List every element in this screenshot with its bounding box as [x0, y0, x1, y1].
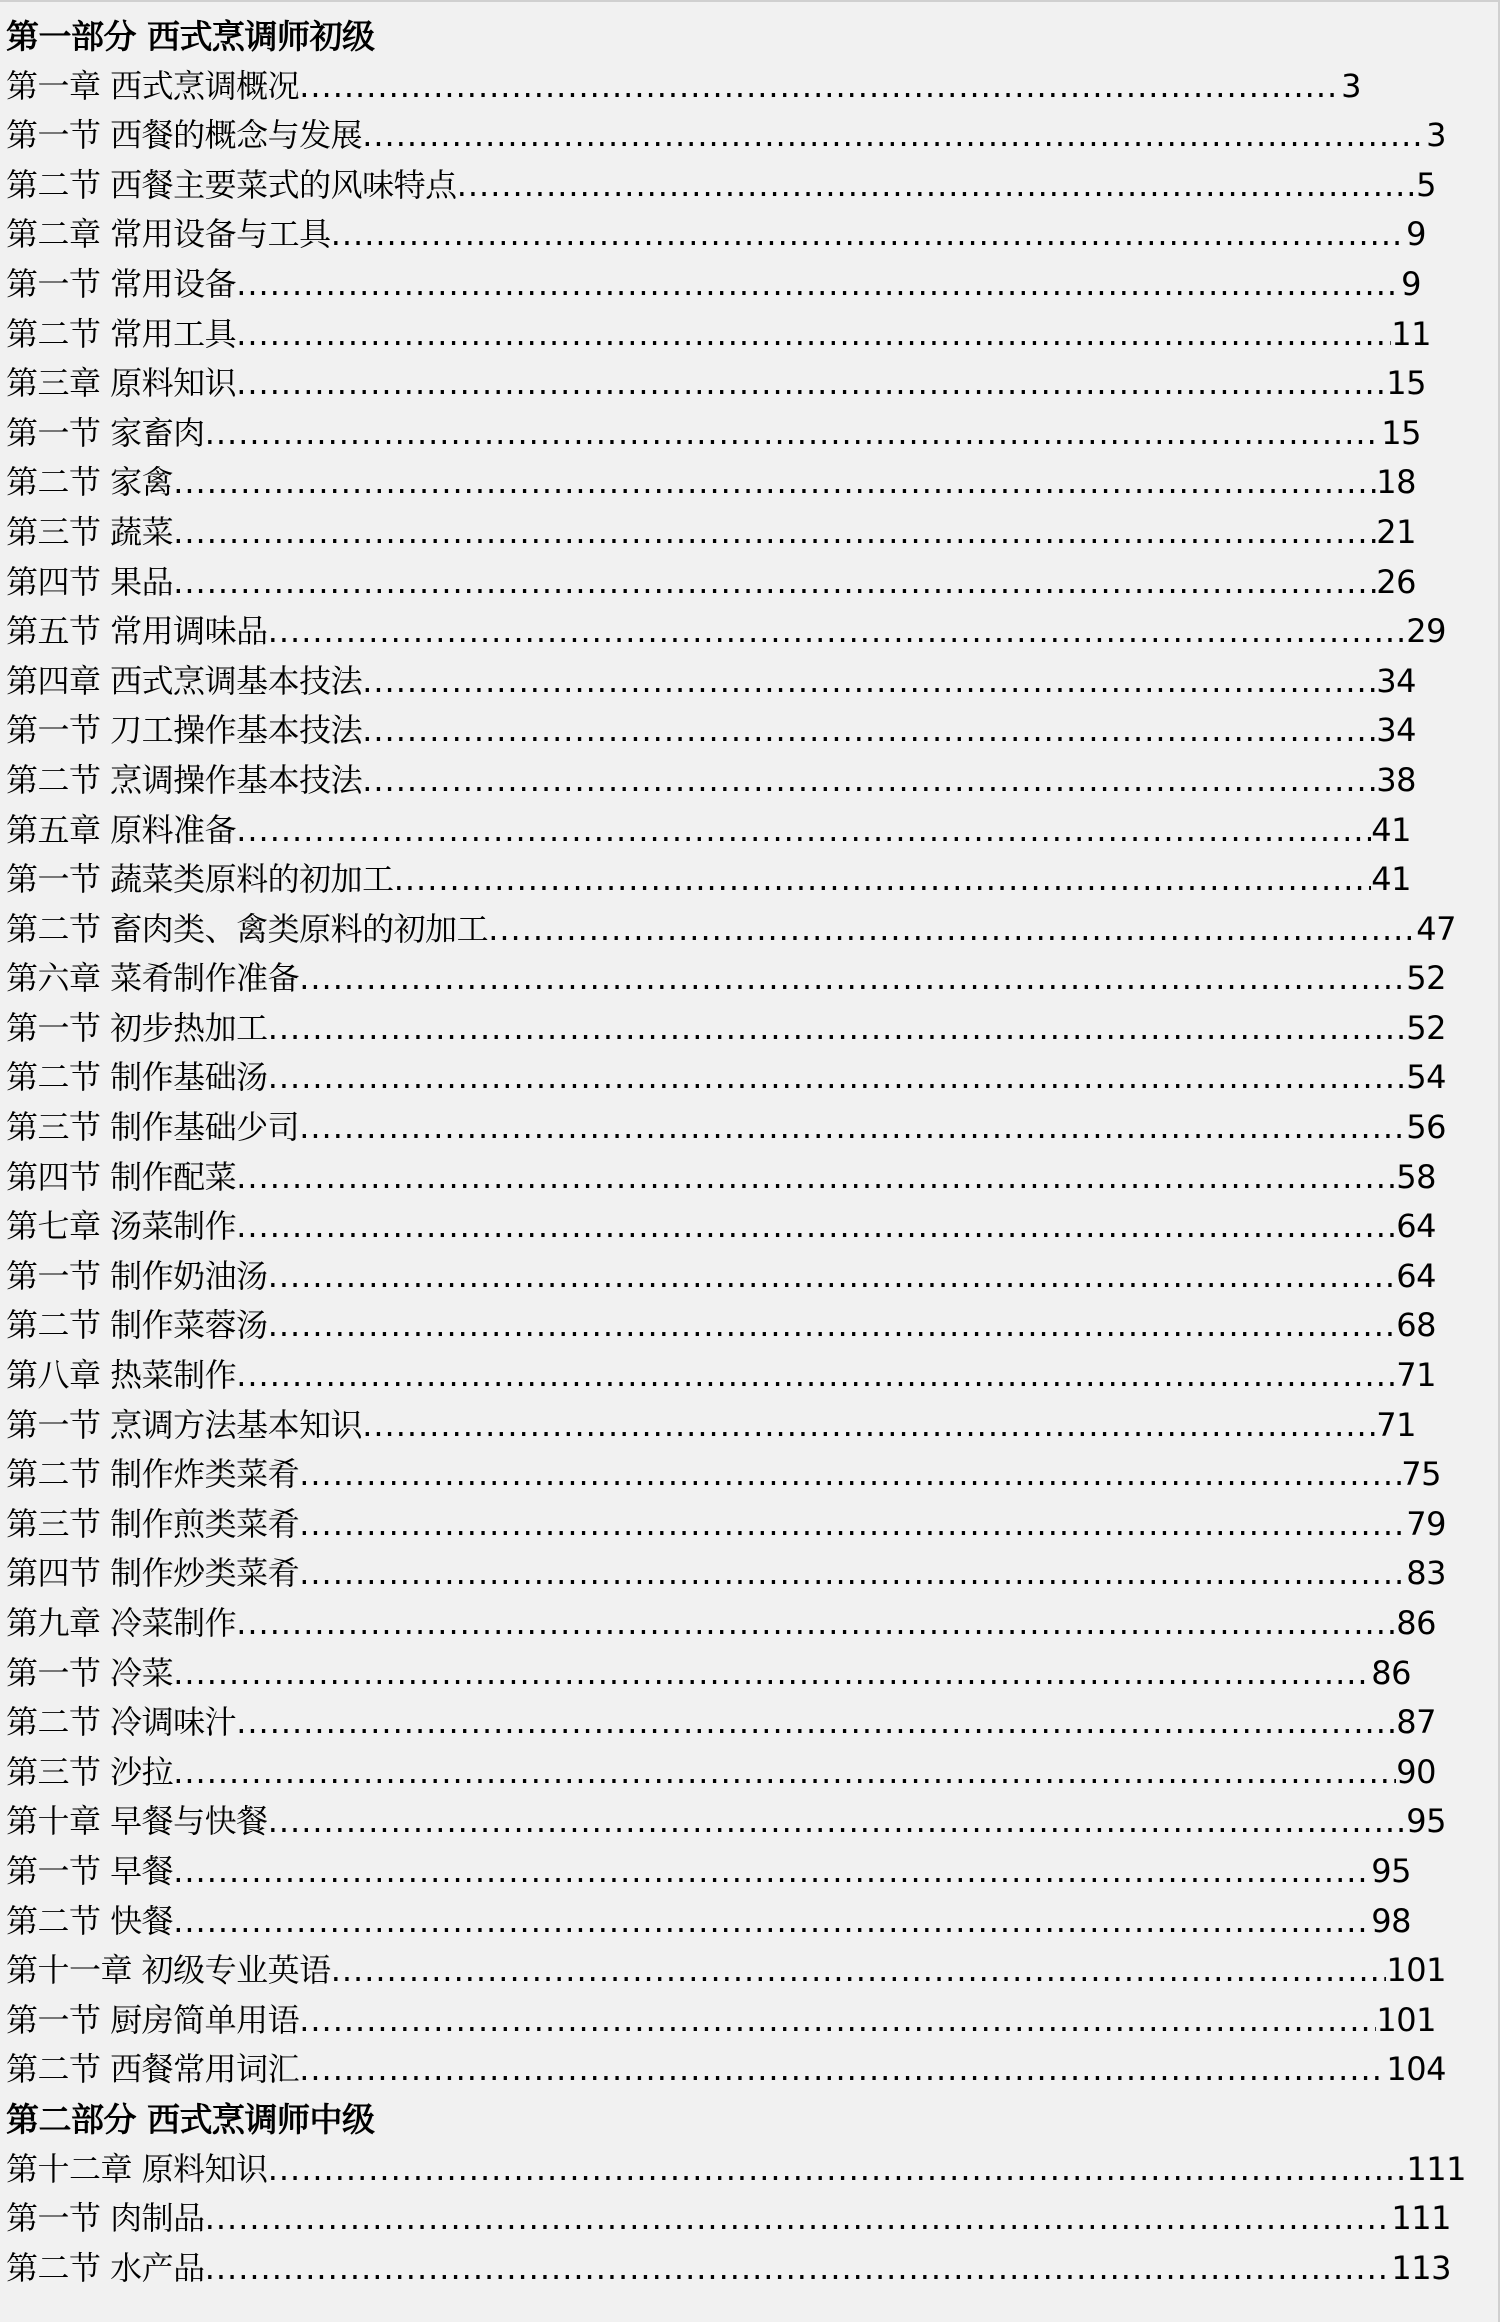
toc-chapter-entry	[6, 210, 1426, 260]
toc-page-number: 3	[1341, 66, 1361, 105]
toc-entry-title: 第四节 制作炒类菜肴	[6, 1554, 300, 1593]
toc-dot-leader	[236, 260, 1401, 310]
toc-page-number: 21	[1376, 512, 1416, 551]
toc-page-number: 101	[1386, 1951, 1446, 1990]
toc-section-entry	[6, 1103, 1446, 1153]
toc-section-entry	[6, 607, 1446, 657]
toc-entry-title: 第二节 畜肉类、禽类原料的初加工	[6, 909, 489, 948]
toc-entry-title: 第二节 西餐常用词汇	[6, 2050, 300, 2089]
toc-page-number: 9	[1401, 264, 1421, 303]
toc-page-number: 98	[1371, 1901, 1411, 1940]
toc-section-entry	[6, 1897, 1411, 1947]
toc-part-heading	[6, 12, 1456, 62]
toc-section-entry	[6, 2194, 1451, 2244]
toc-dot-leader	[173, 558, 1376, 608]
toc-page-number: 29	[1406, 612, 1446, 651]
toc-section-entry	[6, 1698, 1436, 1748]
toc-page-number: 11	[1391, 314, 1431, 353]
toc-page-number: 52	[1406, 959, 1446, 998]
toc-chapter-entry	[6, 1202, 1436, 1252]
toc-page-number: 34	[1376, 661, 1416, 700]
toc-section-entry	[6, 1500, 1446, 1550]
toc-dot-leader	[457, 161, 1416, 211]
toc-page-number: 58	[1396, 1157, 1436, 1196]
toc-dot-leader	[362, 706, 1376, 756]
toc-section-entry	[6, 1301, 1436, 1351]
toc-page-number: 5	[1416, 165, 1436, 204]
toc-page-number: 101	[1376, 2000, 1436, 2039]
toc-dot-leader	[268, 1252, 1397, 1302]
toc-dot-leader	[236, 1599, 1396, 1649]
toc-dot-leader	[236, 359, 1386, 409]
toc-dot-leader	[362, 657, 1376, 707]
toc-entry-title: 第二节 快餐	[6, 1901, 174, 1940]
toc-page-number: 56	[1406, 1108, 1446, 1147]
toc-page-number: 64	[1396, 1256, 1436, 1295]
toc-entry-title: 第三节 蔬菜	[6, 512, 174, 551]
toc-dot-leader	[173, 1649, 1371, 1699]
toc-entry-title: 第二节 制作菜蓉汤	[6, 1306, 268, 1345]
toc-entry-title: 第二节 家禽	[6, 463, 174, 502]
toc-page-number: 111	[1406, 2149, 1466, 2188]
toc-chapter-entry	[6, 2145, 1466, 2195]
toc-entry-title: 第二节 西餐主要菜式的风味特点	[6, 165, 457, 204]
toc-page-number: 54	[1406, 1058, 1446, 1097]
toc-page-number: 111	[1391, 2199, 1451, 2238]
toc-page-number: 71	[1376, 1405, 1416, 1444]
toc-dot-leader	[299, 2045, 1386, 2095]
toc-dot-leader	[268, 607, 1407, 657]
toc-dot-leader	[331, 210, 1406, 260]
toc-section-entry	[6, 1401, 1416, 1451]
toc-dot-leader	[268, 1797, 1407, 1847]
toc-entry-title: 第二章 常用设备与工具	[6, 215, 331, 254]
toc-dot-leader	[236, 1698, 1396, 1748]
toc-chapter-entry	[6, 806, 1411, 856]
toc-section-entry	[6, 1053, 1446, 1103]
toc-page-number: 86	[1371, 1653, 1411, 1692]
toc-section-entry	[6, 1252, 1436, 1302]
toc-entry-title: 第四节 制作配菜	[6, 1157, 237, 1196]
toc-dot-leader	[268, 1301, 1397, 1351]
toc-dot-leader	[299, 1450, 1401, 1500]
toc-section-entry	[6, 260, 1421, 310]
toc-dot-leader	[362, 756, 1376, 806]
toc-dot-leader	[331, 1946, 1387, 1996]
toc-entry-title: 第七章 汤菜制作	[6, 1207, 237, 1246]
toc-part-heading	[6, 2095, 1456, 2145]
toc-dot-leader	[362, 1401, 1376, 1451]
toc-page-number: 90	[1396, 1752, 1436, 1791]
toc-section-entry	[6, 1549, 1446, 1599]
toc-page-number: 41	[1371, 810, 1411, 849]
toc-entry-title: 第一节 制作奶油汤	[6, 1256, 268, 1295]
toc-dot-leader	[236, 1153, 1396, 1203]
toc-dot-leader	[236, 806, 1371, 856]
toc-dot-leader	[268, 1053, 1407, 1103]
toc-chapter-entry	[6, 1351, 1436, 1401]
toc-page-number: 47	[1416, 909, 1456, 948]
toc-chapter-entry	[6, 954, 1446, 1004]
toc-entry-title: 第一章 西式烹调概况	[6, 66, 300, 105]
toc-entry-title: 第一节 肉制品	[6, 2199, 205, 2238]
toc-entry-title: 第二节 制作炸类菜肴	[6, 1455, 300, 1494]
toc-section-entry	[6, 905, 1456, 955]
toc-page-number: 95	[1406, 1802, 1446, 1841]
toc-page-number: 104	[1386, 2050, 1446, 2089]
toc-chapter-entry	[6, 1946, 1446, 1996]
toc-entry-title: 第一节 蔬菜类原料的初加工	[6, 860, 394, 899]
toc-entry-title: 第一节 初步热加工	[6, 1008, 268, 1047]
toc-dot-leader	[205, 2244, 1392, 2294]
toc-section-entry	[6, 161, 1436, 211]
toc-dot-leader	[173, 1748, 1396, 1798]
toc-entry-title: 第一部分 西式烹调师初级	[6, 17, 375, 56]
toc-section-entry	[6, 1748, 1436, 1798]
toc-dot-leader	[236, 1351, 1396, 1401]
toc-page-number: 15	[1386, 364, 1426, 403]
toc-dot-leader	[362, 111, 1426, 161]
toc-chapter-entry	[6, 657, 1416, 707]
toc-section-entry	[6, 2244, 1451, 2294]
toc-section-entry	[6, 855, 1411, 905]
toc-section-entry	[6, 1996, 1436, 2046]
toc-entry-title: 第三章 原料知识	[6, 364, 237, 403]
toc-page-number: 15	[1381, 413, 1421, 452]
toc-dot-leader	[299, 954, 1406, 1004]
toc-dot-leader	[236, 1202, 1396, 1252]
toc-entry-title: 第三节 制作基础少司	[6, 1108, 300, 1147]
toc-dot-leader	[173, 1897, 1371, 1947]
toc-dot-leader	[394, 855, 1372, 905]
toc-section-entry	[6, 1450, 1441, 1500]
toc-dot-leader	[268, 1004, 1407, 1054]
toc-page-number: 71	[1396, 1356, 1436, 1395]
toc-entry-title: 第二节 制作基础汤	[6, 1058, 268, 1097]
toc-entry-title: 第二部分 西式烹调师中级	[6, 2099, 375, 2139]
toc-dot-leader	[173, 458, 1376, 508]
toc-entry-title: 第四章 西式烹调基本技法	[6, 661, 363, 700]
toc-section-entry	[6, 111, 1446, 161]
toc-entry-title: 第三节 沙拉	[6, 1752, 174, 1791]
toc-entry-title: 第五章 原料准备	[6, 810, 237, 849]
toc-page-number: 9	[1406, 215, 1426, 254]
toc-entry-title: 第十章 早餐与快餐	[6, 1802, 268, 1841]
toc-page-number: 18	[1376, 463, 1416, 502]
toc-entry-title: 第九章 冷菜制作	[6, 1604, 237, 1642]
toc-entry-title: 第一节 早餐	[6, 1851, 174, 1890]
toc-entry-title: 第十二章 原料知识	[6, 2149, 268, 2188]
toc-chapter-entry	[6, 1797, 1446, 1847]
table-of-contents	[6, 12, 1466, 2293]
toc-section-entry	[6, 1153, 1436, 1203]
toc-entry-title: 第一节 冷菜	[6, 1653, 174, 1692]
toc-dot-leader	[205, 409, 1382, 459]
toc-dot-leader	[236, 310, 1391, 360]
toc-chapter-entry	[6, 1599, 1436, 1649]
toc-entry-title: 第二节 常用工具	[6, 314, 237, 353]
toc-dot-leader	[299, 1996, 1376, 2046]
toc-section-entry	[6, 558, 1416, 608]
toc-section-entry	[6, 1004, 1446, 1054]
toc-entry-title: 第八章 热菜制作	[6, 1356, 237, 1395]
toc-entry-title: 第一节 常用设备	[6, 264, 237, 303]
toc-section-entry	[6, 1649, 1411, 1699]
toc-page-number: 41	[1371, 860, 1411, 899]
toc-entry-title: 第六章 菜肴制作准备	[6, 959, 300, 998]
toc-chapter-entry	[6, 62, 1361, 112]
toc-entry-title: 第一节 厨房简单用语	[6, 2000, 300, 2039]
toc-section-entry	[6, 458, 1416, 508]
toc-entry-title: 第一节 家畜肉	[6, 413, 205, 452]
toc-page-number: 68	[1396, 1306, 1436, 1345]
toc-page-number: 95	[1371, 1851, 1411, 1890]
toc-page-number: 83	[1406, 1554, 1446, 1593]
toc-page-number: 26	[1376, 562, 1416, 601]
toc-page-number: 64	[1396, 1207, 1436, 1246]
toc-dot-leader	[173, 508, 1376, 558]
toc-entry-title: 第一节 烹调方法基本知识	[6, 1405, 363, 1444]
toc-dot-leader	[268, 2145, 1407, 2195]
toc-page-number: 87	[1396, 1703, 1436, 1742]
toc-entry-title: 第二节 冷调味汁	[6, 1703, 237, 1742]
toc-section-entry	[6, 756, 1416, 806]
toc-entry-title: 第二节 水产品	[6, 2248, 205, 2287]
toc-section-entry	[6, 508, 1416, 558]
toc-page-number: 34	[1376, 711, 1416, 750]
toc-page-number: 3	[1426, 116, 1446, 155]
toc-dot-leader	[299, 1549, 1406, 1599]
toc-section-entry	[6, 706, 1416, 756]
toc-page-number: 86	[1396, 1604, 1436, 1642]
toc-page-number: 75	[1401, 1455, 1441, 1494]
toc-dot-leader	[488, 905, 1416, 955]
toc-chapter-entry	[6, 359, 1426, 409]
toc-page-number: 38	[1376, 760, 1416, 799]
toc-dot-leader	[205, 2194, 1392, 2244]
toc-section-entry	[6, 409, 1421, 459]
toc-entry-title: 第十一章 初级专业英语	[6, 1951, 331, 1990]
toc-dot-leader	[299, 62, 1341, 112]
toc-page-number: 52	[1406, 1008, 1446, 1047]
toc-page-number: 113	[1391, 2248, 1451, 2287]
toc-entry-title: 第四节 果品	[6, 562, 174, 601]
toc-dot-leader	[299, 1103, 1406, 1153]
toc-section-entry	[6, 2045, 1446, 2095]
toc-section-entry	[6, 1847, 1411, 1897]
toc-entry-title: 第二节 烹调操作基本技法	[6, 760, 363, 799]
toc-section-entry	[6, 310, 1431, 360]
toc-dot-leader	[299, 1500, 1406, 1550]
toc-entry-title: 第一节 西餐的概念与发展	[6, 116, 363, 155]
toc-entry-title: 第五节 常用调味品	[6, 612, 268, 651]
toc-page-number: 79	[1406, 1504, 1446, 1543]
toc-dot-leader	[173, 1847, 1371, 1897]
toc-entry-title: 第一节 刀工操作基本技法	[6, 711, 363, 750]
toc-entry-title: 第三节 制作煎类菜肴	[6, 1504, 300, 1543]
